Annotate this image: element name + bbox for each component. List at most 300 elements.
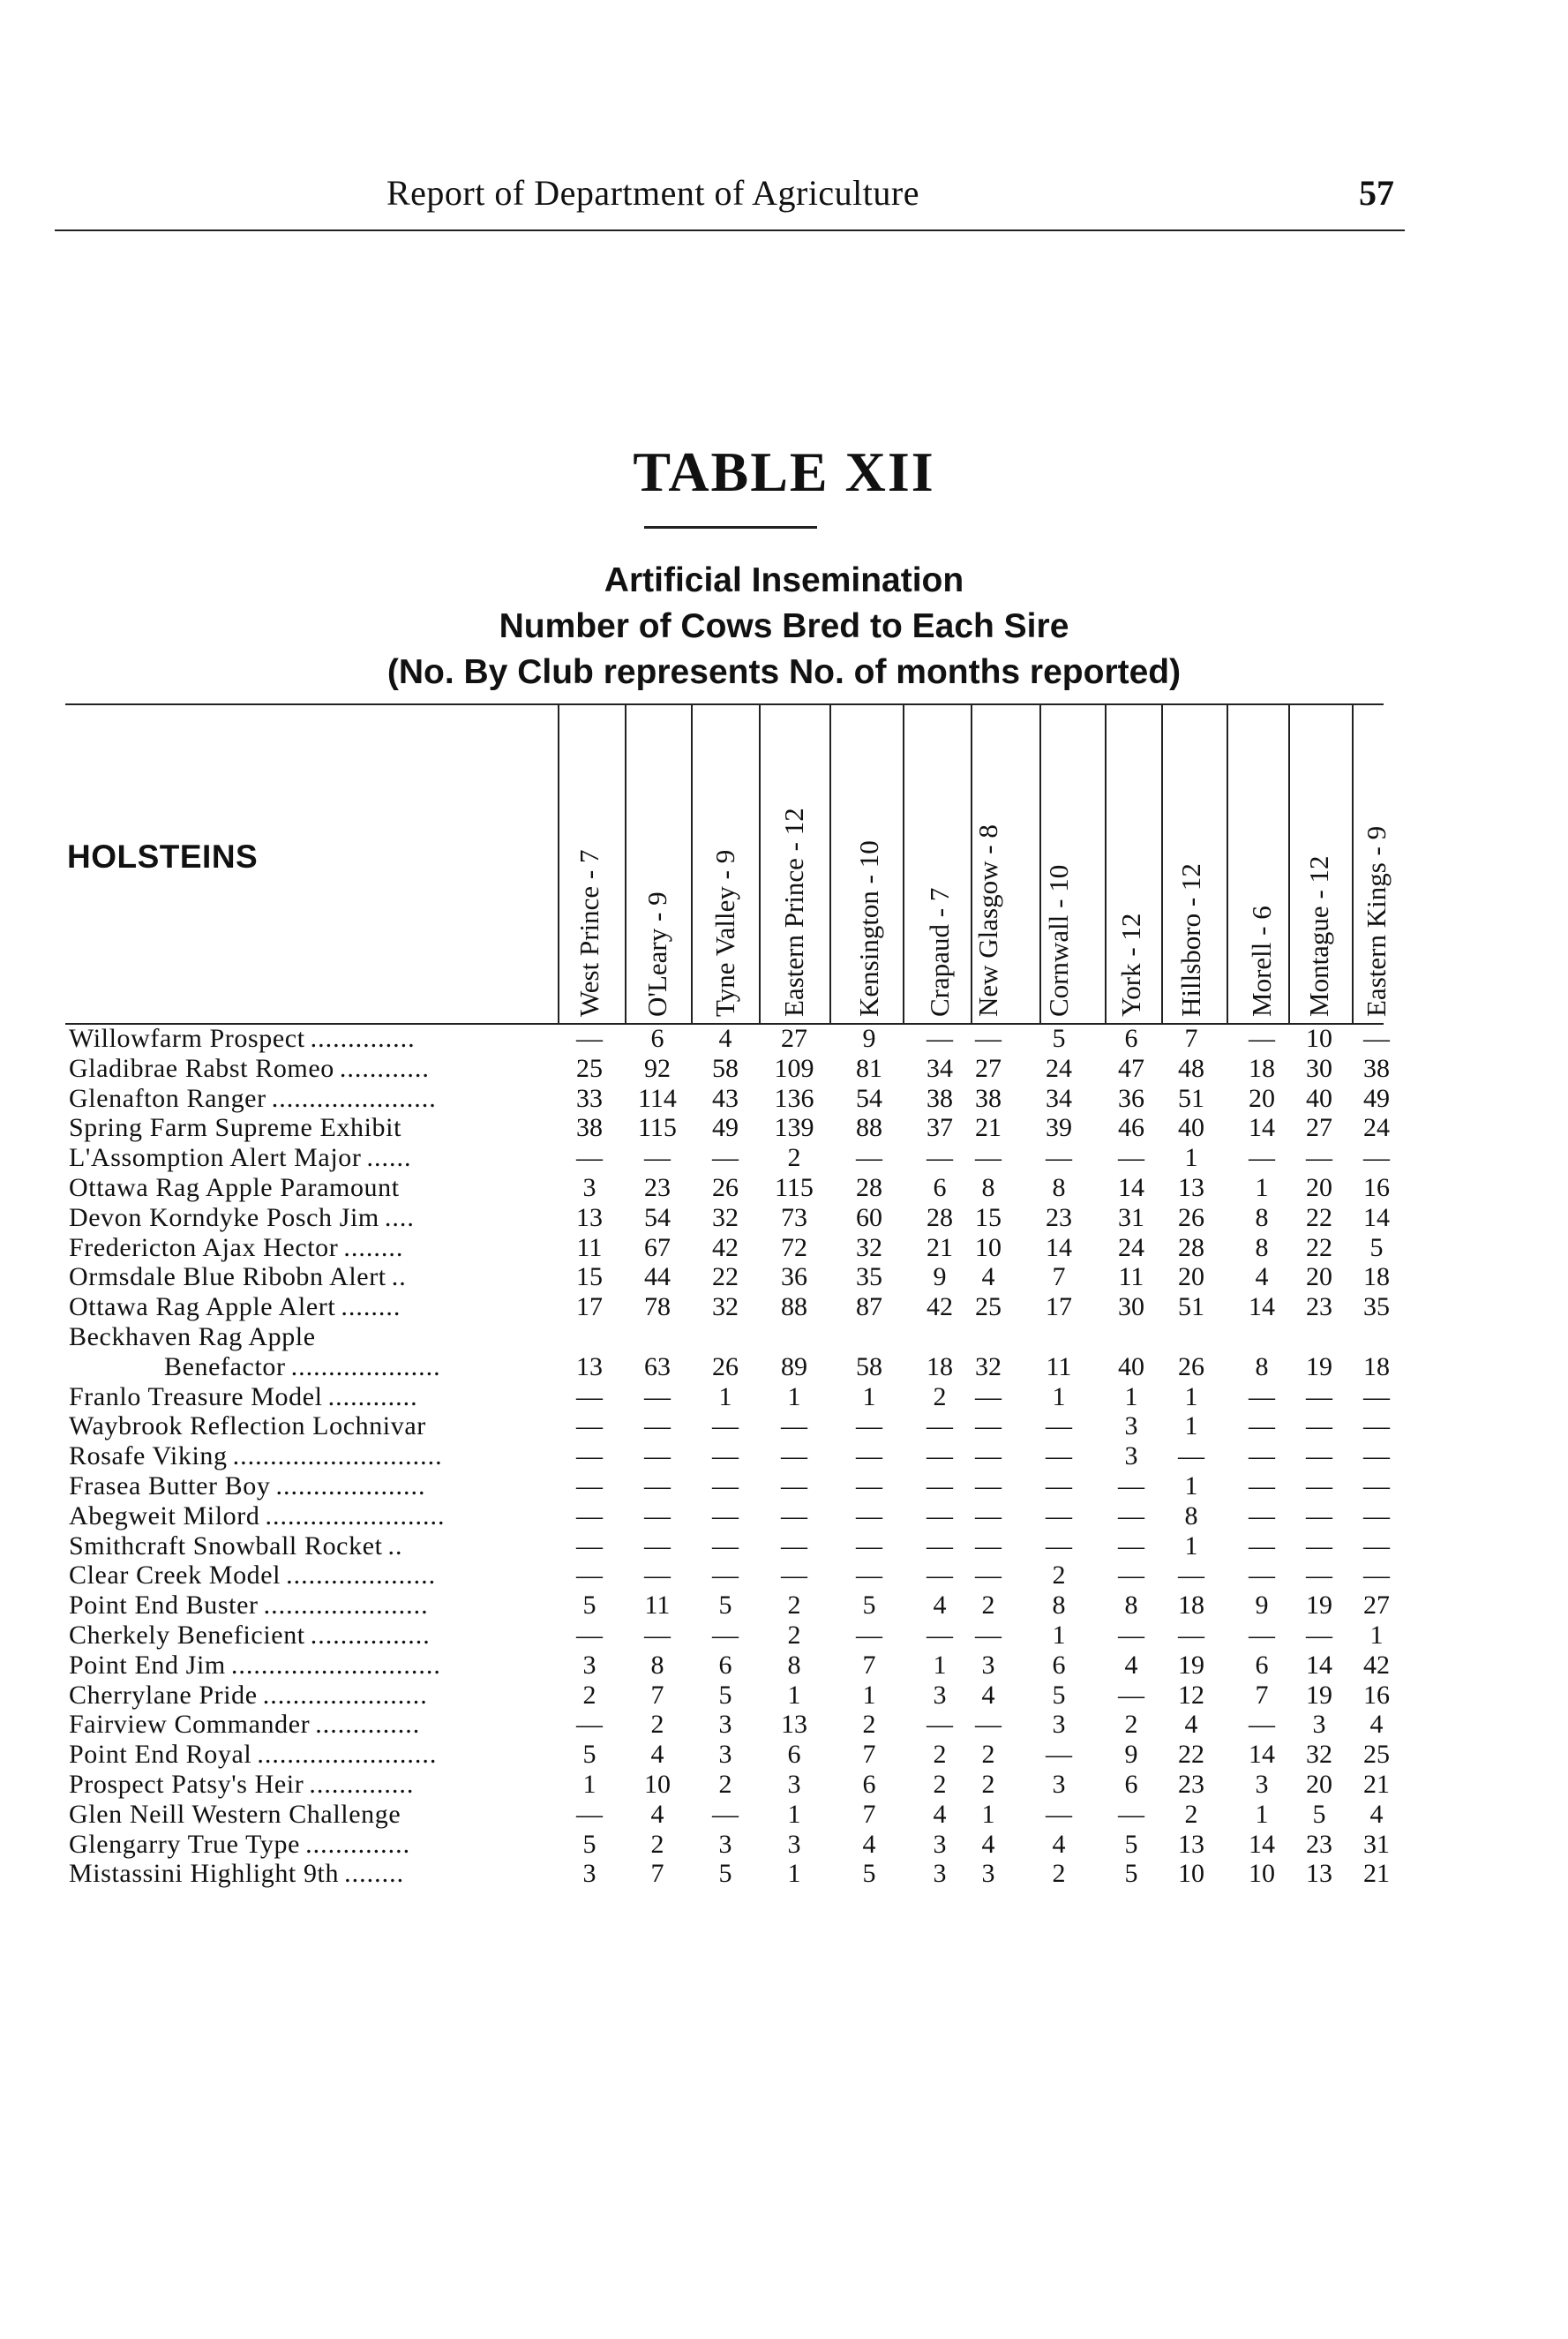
cell-value: —	[1306, 1411, 1332, 1441]
cell-value: 18	[1249, 1053, 1275, 1083]
column-header-label: Morell - 6	[1246, 906, 1277, 1017]
column-divider	[1288, 704, 1290, 1025]
cell-value: 3	[582, 1650, 596, 1680]
column-divider	[1352, 704, 1354, 1025]
cell-value: —	[644, 1531, 671, 1561]
cell-value: 2	[650, 1710, 664, 1740]
cell-value: 3	[787, 1770, 801, 1799]
column-divider	[558, 704, 559, 1025]
cell-value: 5	[582, 1829, 596, 1859]
cell-value: 8	[1184, 1500, 1198, 1531]
cell-value: 9	[862, 1024, 876, 1053]
cell-value: 4	[1124, 1650, 1138, 1680]
sire-name: Willowfarm Prospect	[69, 1024, 305, 1053]
cell-value: 5	[862, 1591, 876, 1621]
table-row	[65, 1471, 1389, 1501]
table-row	[65, 1531, 1389, 1561]
breed-heading: HOLSTEINS	[67, 839, 259, 875]
sire-name: Ormsdale Blue Ribobn Alert	[69, 1262, 386, 1292]
cell-value: 3	[981, 1650, 995, 1680]
leader-dots: ............	[327, 1381, 418, 1411]
cell-value: —	[927, 1500, 953, 1531]
sire-name: Ottawa Rag Apple Alert	[69, 1292, 336, 1322]
cell-value: 3	[582, 1173, 596, 1202]
leader-dots: ......................	[271, 1083, 437, 1113]
cell-value: 28	[1178, 1232, 1204, 1262]
table-row	[65, 1859, 1389, 1889]
cell-value: 1	[1184, 1381, 1198, 1411]
cell-value: 6	[933, 1173, 947, 1202]
page-header	[69, 172, 1394, 225]
cell-value: 3	[1052, 1770, 1066, 1799]
table-row	[65, 1322, 1389, 1352]
cell-value: —	[927, 1561, 953, 1591]
cell-value: 54	[856, 1083, 882, 1113]
cell-value: 38	[927, 1083, 953, 1113]
cell-value: 8	[1255, 1232, 1269, 1262]
cell-value: —	[1306, 1471, 1332, 1500]
cell-value: 3	[718, 1829, 732, 1859]
cell-value: 20	[1306, 1173, 1332, 1202]
cell-value: 1	[862, 1381, 876, 1411]
cell-value: 26	[712, 1351, 739, 1381]
cell-value: 17	[576, 1292, 603, 1322]
column-divider	[1105, 704, 1107, 1025]
cell-value: 11	[576, 1232, 603, 1262]
leader-dots: ........	[344, 1859, 405, 1889]
cell-value: 5	[582, 1591, 596, 1621]
cell-value: 2	[981, 1591, 995, 1621]
cell-value: 3	[981, 1859, 995, 1889]
cell-value: —	[781, 1561, 807, 1591]
sire-name: Smithcraft Snowball Rocket	[69, 1531, 383, 1561]
cell-value: —	[1249, 1441, 1275, 1471]
cell-value: 2	[981, 1740, 995, 1770]
cell-value: 23	[1306, 1829, 1332, 1859]
cell-value: 14	[1363, 1202, 1390, 1232]
cell-value: —	[927, 1411, 953, 1441]
cell-value: 81	[856, 1053, 882, 1083]
table-number: TABLE XII	[633, 440, 935, 503]
cell-value: 2	[862, 1710, 876, 1740]
cell-value: 2	[1052, 1859, 1066, 1889]
cell-value: 8	[1052, 1173, 1066, 1202]
cell-value: 1	[933, 1650, 947, 1680]
cell-value: —	[1306, 1143, 1332, 1173]
cell-value: 22	[1306, 1232, 1332, 1262]
cell-value: —	[975, 1531, 1002, 1561]
cell-value: 20	[1249, 1083, 1275, 1113]
cell-value: 2	[1052, 1561, 1066, 1591]
cell-value: 21	[927, 1232, 953, 1262]
cell-value: 32	[712, 1202, 739, 1232]
cell-value: 10	[1178, 1859, 1204, 1889]
sire-name: Spring Farm Supreme Exhibit	[69, 1113, 402, 1143]
cell-value: 40	[1306, 1083, 1332, 1113]
cell-value: —	[975, 1441, 1002, 1471]
cell-value: —	[644, 1471, 671, 1500]
leader-dots: ......................	[263, 1591, 429, 1621]
cell-value: 38	[576, 1113, 603, 1143]
cell-value: —	[1306, 1561, 1332, 1591]
cell-value: 37	[927, 1113, 953, 1143]
cell-value: —	[856, 1531, 882, 1561]
cell-value: 24	[1363, 1113, 1390, 1143]
cell-value: 32	[712, 1292, 739, 1322]
cell-value: —	[856, 1441, 882, 1471]
cell-value: 6	[1052, 1650, 1066, 1680]
cell-value: —	[576, 1799, 603, 1829]
cell-value: —	[1249, 1381, 1275, 1411]
column-divider	[1227, 704, 1228, 1025]
cell-value: 38	[1363, 1053, 1390, 1083]
table-row	[65, 1591, 1389, 1621]
cell-value: 9	[1124, 1740, 1138, 1770]
cell-value: —	[1363, 1441, 1390, 1471]
cell-value: 14	[1249, 1829, 1275, 1859]
cell-value: 3	[718, 1710, 732, 1740]
cell-value: 19	[1178, 1650, 1204, 1680]
cell-value: 7	[1052, 1262, 1066, 1292]
cell-value: 21	[1363, 1859, 1390, 1889]
cell-value: —	[856, 1143, 882, 1173]
cell-value: 51	[1178, 1292, 1204, 1322]
cell-value: 3	[1124, 1411, 1138, 1441]
cell-value: —	[1249, 1471, 1275, 1500]
cell-value: —	[644, 1500, 671, 1531]
cell-value: —	[576, 1441, 603, 1471]
cell-value: —	[576, 1621, 603, 1650]
cell-value: —	[927, 1024, 953, 1053]
table-row	[65, 1233, 1389, 1263]
cell-value: 60	[856, 1202, 882, 1232]
cell-value: —	[644, 1143, 671, 1173]
cell-value: 8	[981, 1173, 995, 1202]
cell-value: 1	[1255, 1799, 1269, 1829]
cell-value: 43	[712, 1083, 739, 1113]
sire-name: Beckhaven Rag Apple	[69, 1322, 316, 1351]
sire-name: Ottawa Rag Apple Paramount	[69, 1173, 400, 1202]
cell-value: 42	[1363, 1650, 1390, 1680]
cell-value: 25	[1363, 1740, 1390, 1770]
cell-value: 44	[644, 1262, 671, 1292]
cell-value: 58	[856, 1351, 882, 1381]
cell-value: —	[1306, 1500, 1332, 1531]
cell-value: 2	[933, 1770, 947, 1799]
leader-dots: ........	[343, 1232, 404, 1262]
cell-value: 10	[975, 1232, 1002, 1262]
cell-value: —	[927, 1471, 953, 1500]
cell-value: 25	[576, 1053, 603, 1083]
cell-value: 1	[981, 1799, 995, 1829]
cell-value: 11	[1046, 1351, 1072, 1381]
cell-value: 109	[774, 1053, 814, 1083]
cell-value: 10	[1249, 1859, 1275, 1889]
cell-value: 5	[1124, 1829, 1138, 1859]
cell-value: —	[1046, 1471, 1072, 1500]
table-row	[65, 1710, 1389, 1740]
cell-value: 1	[1184, 1471, 1198, 1500]
cell-value: —	[1046, 1799, 1072, 1829]
cell-value: —	[975, 1024, 1002, 1053]
sire-name: Point End Jim	[69, 1650, 226, 1680]
sire-name: Frasea Butter Boy	[69, 1471, 271, 1500]
leader-dots: ......	[366, 1143, 412, 1173]
cell-value: —	[576, 1471, 603, 1500]
cell-value: 33	[576, 1083, 603, 1113]
column-header-label: Crapaud - 7	[924, 887, 955, 1017]
cell-value: —	[856, 1500, 882, 1531]
cell-value: 54	[644, 1202, 671, 1232]
cell-value: 28	[927, 1202, 953, 1232]
table-top-rule	[65, 703, 1384, 705]
cell-value: 4	[650, 1740, 664, 1770]
leader-dots: ..............	[309, 1770, 415, 1799]
cell-value: 8	[1255, 1202, 1269, 1232]
cell-value: 27	[1306, 1113, 1332, 1143]
leader-dots: ....................	[290, 1351, 441, 1381]
cell-value: —	[644, 1561, 671, 1591]
leader-dots: ..............	[305, 1829, 411, 1859]
cell-value: 14	[1046, 1232, 1072, 1262]
cell-value: —	[712, 1561, 739, 1591]
leader-dots: ....................	[275, 1471, 426, 1500]
column-header-label: West Prince - 7	[574, 849, 604, 1017]
cell-value: 2	[1184, 1799, 1198, 1829]
table-row	[65, 1830, 1389, 1860]
cell-value: 26	[1178, 1202, 1204, 1232]
cell-value: 35	[1363, 1292, 1390, 1322]
cell-value: —	[1306, 1531, 1332, 1561]
cell-value: 4	[650, 1799, 664, 1829]
cell-value: —	[1046, 1411, 1072, 1441]
cell-value: 22	[1178, 1740, 1204, 1770]
cell-value: 15	[576, 1262, 603, 1292]
cell-value: 16	[1363, 1680, 1390, 1710]
cell-value: —	[1306, 1381, 1332, 1411]
cell-value: 7	[862, 1799, 876, 1829]
cell-value: —	[1178, 1561, 1204, 1591]
cell-value: —	[856, 1471, 882, 1500]
cell-value: 14	[1249, 1113, 1275, 1143]
cell-value: 72	[781, 1232, 807, 1262]
cell-value: —	[975, 1381, 1002, 1411]
cell-value: 9	[1255, 1591, 1269, 1621]
leader-dots: ............	[339, 1053, 430, 1083]
cell-value: —	[576, 1561, 603, 1591]
cell-value: —	[975, 1561, 1002, 1591]
cell-value: 6	[1124, 1024, 1138, 1053]
cell-value: 2	[718, 1770, 732, 1799]
cell-value: —	[1363, 1381, 1390, 1411]
table-subtitle-2: Number of Cows Bred to Each Sire	[499, 607, 1069, 645]
cell-value: 42	[927, 1292, 953, 1322]
column-divider	[1039, 704, 1041, 1025]
cell-value: 4	[981, 1262, 995, 1292]
cell-value: —	[856, 1411, 882, 1441]
cell-value: —	[712, 1799, 739, 1829]
cell-value: —	[576, 1024, 603, 1053]
leader-dots: ..............	[315, 1710, 421, 1740]
cell-value: 42	[712, 1232, 739, 1262]
cell-value: —	[1363, 1143, 1390, 1173]
cell-value: 31	[1118, 1202, 1144, 1232]
cell-value: 35	[856, 1262, 882, 1292]
table-row	[65, 1651, 1389, 1681]
cell-value: —	[1306, 1441, 1332, 1471]
cell-value: 114	[638, 1083, 677, 1113]
title-rule	[644, 526, 817, 529]
cell-value: 32	[975, 1351, 1002, 1381]
cell-value: 6	[787, 1740, 801, 1770]
cell-value: 2	[1124, 1710, 1138, 1740]
cell-value: —	[1118, 1799, 1144, 1829]
cell-value: —	[576, 1381, 603, 1411]
column-divider	[1161, 704, 1163, 1025]
leader-dots: ........	[341, 1292, 401, 1322]
cell-value: 5	[718, 1680, 732, 1710]
cell-value: 87	[856, 1292, 882, 1322]
cell-value: 10	[644, 1770, 671, 1799]
cell-value: 5	[582, 1740, 596, 1770]
cell-value: 20	[1178, 1262, 1204, 1292]
cell-value: 40	[1178, 1113, 1204, 1143]
leader-dots: ........................	[265, 1500, 446, 1531]
cell-value: —	[1249, 1024, 1275, 1053]
cell-value: 23	[644, 1173, 671, 1202]
sire-name: Glenafton Ranger	[69, 1083, 266, 1113]
cell-value: 15	[975, 1202, 1002, 1232]
cell-value: 7	[650, 1680, 664, 1710]
sire-name: Abegweit Milord	[69, 1500, 260, 1531]
cell-value: —	[1046, 1500, 1072, 1531]
cell-value: 4	[933, 1591, 947, 1621]
cell-value: 7	[1184, 1024, 1198, 1053]
cell-value: —	[644, 1381, 671, 1411]
table-row	[65, 1024, 1389, 1054]
cell-value: 25	[975, 1292, 1002, 1322]
cell-value: 23	[1178, 1770, 1204, 1799]
column-divider	[759, 704, 761, 1025]
sire-name: Gladibrae Rabst Romeo	[69, 1053, 334, 1083]
cell-value: 39	[1046, 1113, 1072, 1143]
cell-value: 1	[787, 1381, 801, 1411]
table-row	[65, 1292, 1389, 1322]
cell-value: 19	[1306, 1591, 1332, 1621]
cell-value: 28	[856, 1173, 882, 1202]
cell-value: 2	[787, 1143, 801, 1173]
cell-value: 6	[862, 1770, 876, 1799]
cell-value: 115	[775, 1173, 814, 1202]
sire-name: Rosafe Viking	[69, 1441, 228, 1471]
cell-value: —	[1046, 1441, 1072, 1471]
cell-value: 6	[650, 1024, 664, 1053]
cell-value: —	[1178, 1621, 1204, 1650]
cell-value: —	[712, 1411, 739, 1441]
cell-value: 1	[787, 1799, 801, 1829]
cell-value: 13	[1178, 1829, 1204, 1859]
column-divider	[691, 704, 693, 1025]
cell-value: 1	[582, 1770, 596, 1799]
table-row	[65, 1262, 1389, 1292]
cell-value: 1	[1184, 1143, 1198, 1173]
cell-value: 13	[1178, 1173, 1204, 1202]
cell-value: 58	[712, 1053, 739, 1083]
cell-value: 4	[718, 1024, 732, 1053]
column-header-label: Eastern Kings - 9	[1361, 825, 1392, 1017]
cell-value: 1	[1255, 1173, 1269, 1202]
cell-value: 12	[1178, 1680, 1204, 1710]
cell-value: 115	[638, 1113, 677, 1143]
leader-dots: ................	[310, 1621, 431, 1650]
cell-value: 24	[1118, 1232, 1144, 1262]
cell-value: 1	[718, 1381, 732, 1411]
cell-value: 22	[712, 1262, 739, 1292]
cell-value: 139	[774, 1113, 814, 1143]
cell-value: 1	[1052, 1621, 1066, 1650]
leader-dots: ..	[387, 1531, 403, 1561]
cell-value: 36	[781, 1262, 807, 1292]
cell-value: 8	[1052, 1591, 1066, 1621]
header-rule	[55, 229, 1405, 231]
cell-value: 13	[1306, 1859, 1332, 1889]
column-header-label: Hillsboro - 12	[1175, 863, 1206, 1017]
cell-value: 17	[1046, 1292, 1072, 1322]
sire-name: Devon Korndyke Posch Jim	[69, 1202, 379, 1232]
leader-dots: ........................	[257, 1740, 438, 1770]
cell-value: —	[1363, 1531, 1390, 1561]
cell-value: 1	[1184, 1531, 1198, 1561]
cell-value: —	[781, 1500, 807, 1531]
cell-value: —	[1118, 1621, 1144, 1650]
cell-value: —	[1249, 1500, 1275, 1531]
cell-value: —	[1118, 1471, 1144, 1500]
cell-value: 30	[1306, 1053, 1332, 1083]
cell-value: —	[927, 1441, 953, 1471]
table-row	[65, 1621, 1389, 1651]
column-divider	[625, 704, 626, 1025]
cell-value: 14	[1249, 1292, 1275, 1322]
cell-value: 30	[1118, 1292, 1144, 1322]
cell-value: 5	[1052, 1024, 1066, 1053]
column-header-label: New Glasgow - 8	[972, 824, 1003, 1017]
cell-value: 3	[1312, 1710, 1326, 1740]
cell-value: 5	[1052, 1680, 1066, 1710]
cell-value: 10	[1306, 1024, 1332, 1053]
cell-value: 13	[576, 1351, 603, 1381]
column-header-label: Montague - 12	[1303, 855, 1334, 1017]
table-row	[65, 1113, 1389, 1143]
cell-value: 19	[1306, 1351, 1332, 1381]
cell-value: —	[1046, 1531, 1072, 1561]
table-row	[65, 1770, 1389, 1800]
cell-value: 8	[1124, 1591, 1138, 1621]
cell-value: —	[712, 1143, 739, 1173]
cell-value: —	[1118, 1143, 1144, 1173]
cell-value: 31	[1363, 1829, 1390, 1859]
cell-value: 3	[933, 1859, 947, 1889]
sire-name: Point End Buster	[69, 1591, 259, 1621]
cell-value: —	[975, 1143, 1002, 1173]
cell-value: 4	[862, 1829, 876, 1859]
cell-value: 1	[1124, 1381, 1138, 1411]
sire-name: Cherrylane Pride	[69, 1680, 258, 1710]
cell-value: —	[975, 1500, 1002, 1531]
leader-dots: ............................	[232, 1441, 443, 1471]
cell-value: 3	[933, 1829, 947, 1859]
cell-value: 14	[1118, 1173, 1144, 1202]
cell-value: 26	[1178, 1351, 1204, 1381]
